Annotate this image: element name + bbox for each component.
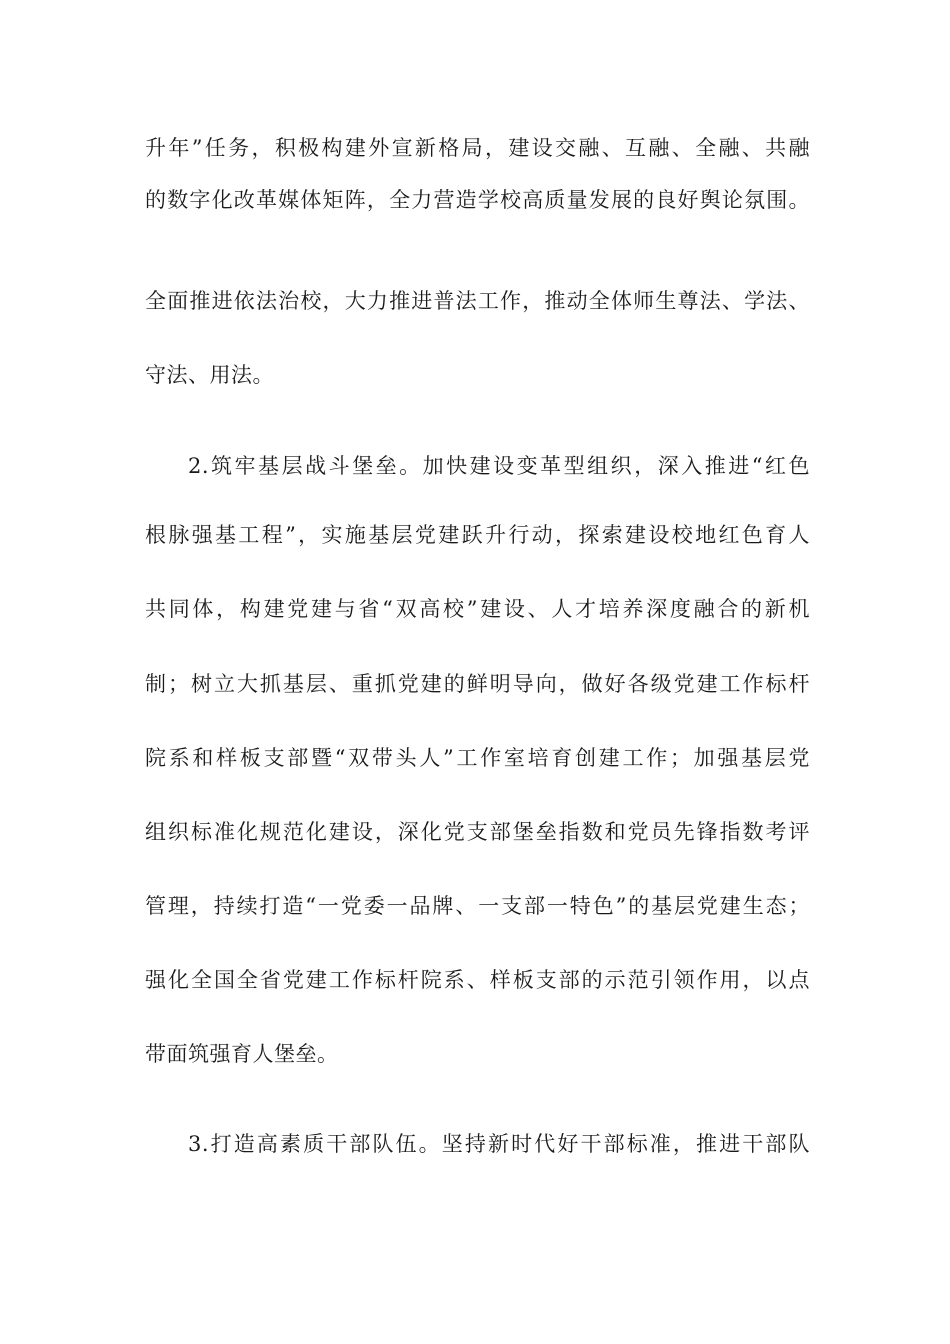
text-line: 守法、用法。 [145, 363, 274, 387]
text-line: 院系和样板支部暨“双带头人”工作室培育创建工作；加强基层党 [145, 746, 810, 770]
paragraph-heading-line: 2.筑牢基层战斗堡垒。加快建设变革型组织，深入推进“红色 [188, 454, 810, 478]
text-line: 共同体，构建党建与省“双高校”建设、人才培养深度融合的新机 [145, 597, 810, 621]
text-line: 制；树立大抓基层、重抓党建的鲜明导向，做好各级党建工作标杆 [145, 672, 810, 696]
text-line: 组织标准化规范化建设，深化党支部堡垒指数和党员先锋指数考评 [145, 820, 810, 844]
text-line: 升年”任务，积极构建外宣新格局，建设交融、互融、全融、共融 [145, 136, 810, 160]
text-line: 管理，持续打造“一党委一品牌、一支部一特色”的基层党建生态； [145, 894, 810, 918]
text-line: 强化全国全省党建工作标杆院系、样板支部的示范引领作用，以点 [145, 968, 810, 992]
paragraph-heading-line: 3.打造高素质干部队伍。坚持新时代好干部标准，推进干部队 [188, 1132, 810, 1156]
text-line: 带面筑强育人堡垒。 [145, 1042, 339, 1066]
text-line: 全面推进依法治校，大力推进普法工作，推动全体师生尊法、学法、 [145, 289, 810, 313]
text-line: 根脉强基工程”，实施基层党建跃升行动，探索建设校地红色育人 [145, 523, 810, 547]
text-line: 的数字化改革媒体矩阵，全力营造学校高质量发展的良好舆论氛围。 [145, 188, 810, 212]
